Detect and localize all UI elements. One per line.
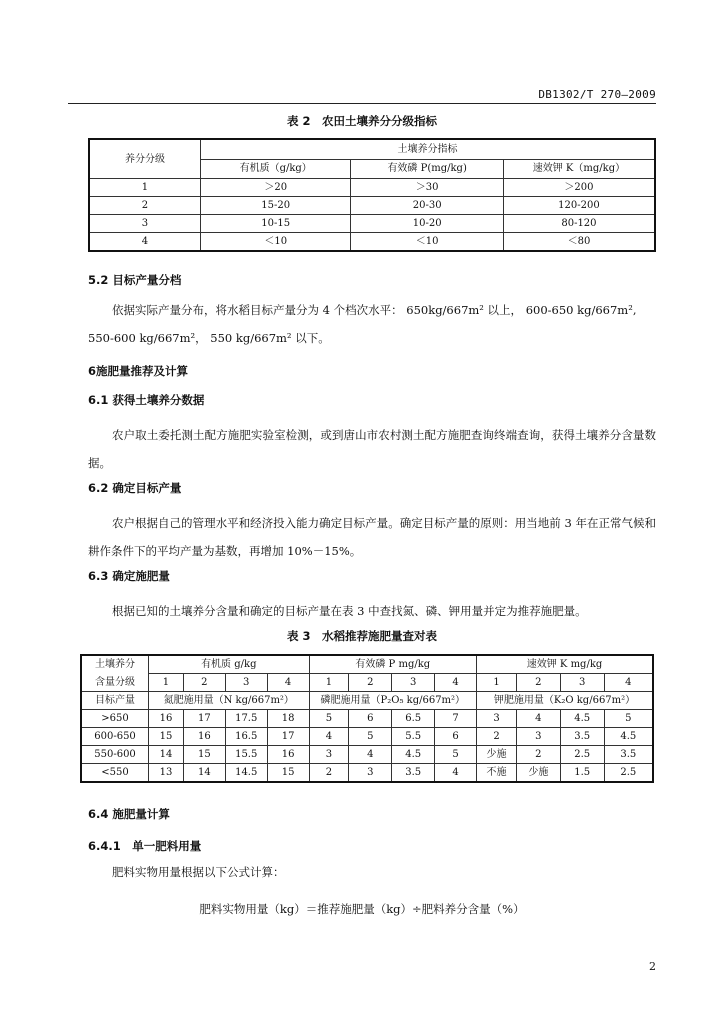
table-cell: 3 (477, 710, 517, 728)
table-cell: ＞30 (351, 179, 503, 197)
table3-corner-mid: 含量分级 (81, 674, 149, 692)
section-6-title: 6施肥量推荐及计算 (88, 364, 189, 378)
table-cell: 4 (89, 233, 200, 252)
table-cell: 4 (349, 746, 392, 764)
section-6-1-title: 6.1 获得土壤养分数据 (88, 393, 205, 407)
table-cell: 15-20 (200, 197, 350, 215)
table-cell: 6.5 (392, 710, 435, 728)
table-row (89, 233, 655, 252)
table3-grade: 1 (149, 674, 184, 692)
table3-grade: 3 (225, 674, 267, 692)
table3-group-header: 速效钾 K mg/kg (477, 655, 653, 674)
table-row (81, 764, 653, 783)
table-row (89, 215, 655, 233)
table-cell: ＞20 (200, 179, 350, 197)
table2-col-header: 有机质（g/kg） (200, 159, 350, 178)
table-cell: 1 (89, 179, 200, 197)
table-cell: 550-600 (81, 746, 149, 764)
table-cell: 1.5 (560, 764, 604, 783)
table-cell: 15 (183, 746, 225, 764)
table-cell: 16 (183, 728, 225, 746)
table2-col-header: 有效磷 P(mg/kg) (351, 159, 503, 178)
section-6-3-text: 根据已知的土壤养分含量和确定的目标产量在表 3 中查找氮、磷、钾用量并定为推荐施肥量。 (112, 604, 587, 618)
table-cell: 16.5 (225, 728, 267, 746)
table-row (81, 746, 653, 764)
table3-group-header: 有机质 g/kg (149, 655, 309, 674)
section-5-2-line1: 依据实际产量分布，将水稻目标产量分为 4 个档次水平： 650kg/667m² 以上， 600-650 kg/667m², (112, 303, 637, 317)
table-cell: 少施 (477, 746, 517, 764)
table-cell: 7 (435, 710, 477, 728)
table-cell: 18 (267, 710, 309, 728)
table-cell: 4 (309, 728, 349, 746)
table-cell: 600-650 (81, 728, 149, 746)
table-cell: 不施 (477, 764, 517, 783)
table3-corner-top: 土壤养分 (81, 655, 149, 674)
table3-grade: 2 (516, 674, 560, 692)
header-rule (68, 103, 656, 104)
table-cell: 2 (309, 764, 349, 783)
table-cell: 16 (149, 710, 184, 728)
table3-unit-nitrogen: 氮肥施用量（N kg/667m²） (149, 692, 309, 710)
table3-grade: 1 (309, 674, 349, 692)
table-cell: 4.5 (392, 746, 435, 764)
table-cell: 15.5 (225, 746, 267, 764)
table-cell: 3.5 (604, 746, 653, 764)
table-row (81, 728, 653, 746)
table-cell: 3.5 (392, 764, 435, 783)
table3-caption: 表 3 水稻推荐施肥量查对表 (286, 629, 437, 643)
table-cell: 2.5 (560, 746, 604, 764)
table-cell: 2 (477, 728, 517, 746)
table-cell: 5 (435, 746, 477, 764)
table-cell: 2.5 (604, 764, 653, 783)
table3-grade: 2 (349, 674, 392, 692)
table-cell: 3 (89, 215, 200, 233)
table3-grade: 3 (560, 674, 604, 692)
table-cell: ＜10 (351, 233, 503, 252)
table-cell: 17 (183, 710, 225, 728)
table-cell: 15 (267, 764, 309, 783)
table-cell: 4.5 (560, 710, 604, 728)
table3-unit-potassium: 钾肥施用量（K₂O kg/667m²） (477, 692, 653, 710)
table-cell: 5 (309, 710, 349, 728)
table3-grade: 4 (267, 674, 309, 692)
table-cell: ＜80 (503, 233, 655, 252)
table-cell: 2 (89, 197, 200, 215)
table-cell: 2 (516, 746, 560, 764)
section-6-4-1-title: 6.4.1 单一肥料用量 (88, 839, 202, 853)
table-cell: 16 (267, 746, 309, 764)
table-cell: 3 (516, 728, 560, 746)
page-number: 2 (649, 960, 656, 973)
table3-grade: 4 (435, 674, 477, 692)
table-cell: 4.5 (604, 728, 653, 746)
table-cell: 5 (604, 710, 653, 728)
table3-corner-bottom: 目标产量 (81, 692, 149, 710)
document-id: DB1302/T 270—2009 (538, 88, 656, 101)
table-cell: 20-30 (351, 197, 503, 215)
table3-grade: 2 (183, 674, 225, 692)
section-6-3-title: 6.3 确定施肥量 (88, 569, 170, 583)
table-cell: 17 (267, 728, 309, 746)
table-cell: 15 (149, 728, 184, 746)
table-cell: 13 (149, 764, 184, 783)
table-cell: 6 (435, 728, 477, 746)
section-6-4-1-intro: 肥料实物用量根据以下公式计算： (112, 865, 285, 879)
table-cell: 4 (435, 764, 477, 783)
table-cell: 10-20 (351, 215, 503, 233)
table-cell: >650 (81, 710, 149, 728)
section-6-2-text: 农户根据自己的管理水平和经济投入能力确定目标产量。确定目标产量的原则：用当地前 3 年在正常气候和耕作条件下的平均产量为基数，再增加 10%－15%。 (88, 516, 656, 558)
table2-col-header: 速效钾 K（mg/kg） (503, 159, 655, 178)
section-5-2-title: 5.2 目标产量分档 (88, 273, 182, 287)
table-cell: 14 (183, 764, 225, 783)
table2-grade-header: 养分分级 (89, 139, 200, 179)
table-row (81, 710, 653, 728)
table-cell: 80-120 (503, 215, 655, 233)
table-cell: <550 (81, 764, 149, 783)
table2-group-header: 土壤养分指标 (200, 139, 655, 159)
section-6-2-title: 6.2 确定目标产量 (88, 481, 182, 495)
table3-grade: 3 (392, 674, 435, 692)
table-cell: 4 (516, 710, 560, 728)
table3-unit-phosphorus: 磷肥施用量（P₂O₅ kg/667m²） (309, 692, 477, 710)
table-row (89, 197, 655, 215)
table-cell: 10-15 (200, 215, 350, 233)
table-cell: ＜10 (200, 233, 350, 252)
table-cell: 少施 (516, 764, 560, 783)
table-cell: 17.5 (225, 710, 267, 728)
table-cell: 3 (349, 764, 392, 783)
table-cell: 3.5 (560, 728, 604, 746)
table-cell: 6 (349, 710, 392, 728)
table-cell: 14.5 (225, 764, 267, 783)
section-6-1-text: 农户取土委托测土配方施肥实验室检测，或到唐山市农村测土配方施肥查询终端查询，获得土壤养分含量数据。 (88, 428, 656, 470)
table-cell: 14 (149, 746, 184, 764)
fertilizer-formula: 肥料实物用量（kg）＝推荐施肥量（kg）÷肥料养分含量（%） (199, 902, 525, 916)
table-cell: 5 (349, 728, 392, 746)
table2 (88, 138, 656, 252)
table-cell: 3 (309, 746, 349, 764)
table-cell: ＞200 (503, 179, 655, 197)
table-cell: 5.5 (392, 728, 435, 746)
table-row (89, 179, 655, 197)
table3 (80, 654, 654, 783)
table3-grade: 4 (604, 674, 653, 692)
table2-caption: 表 2 农田土壤养分分级指标 (286, 114, 437, 128)
table-cell: 120-200 (503, 197, 655, 215)
section-6-4-title: 6.4 施肥量计算 (88, 807, 170, 821)
table3-group-header: 有效磷 P mg/kg (309, 655, 477, 674)
table3-grade: 1 (477, 674, 517, 692)
section-5-2-line2: 550-600 kg/667m²， 550 kg/667m² 以下。 (88, 331, 330, 345)
